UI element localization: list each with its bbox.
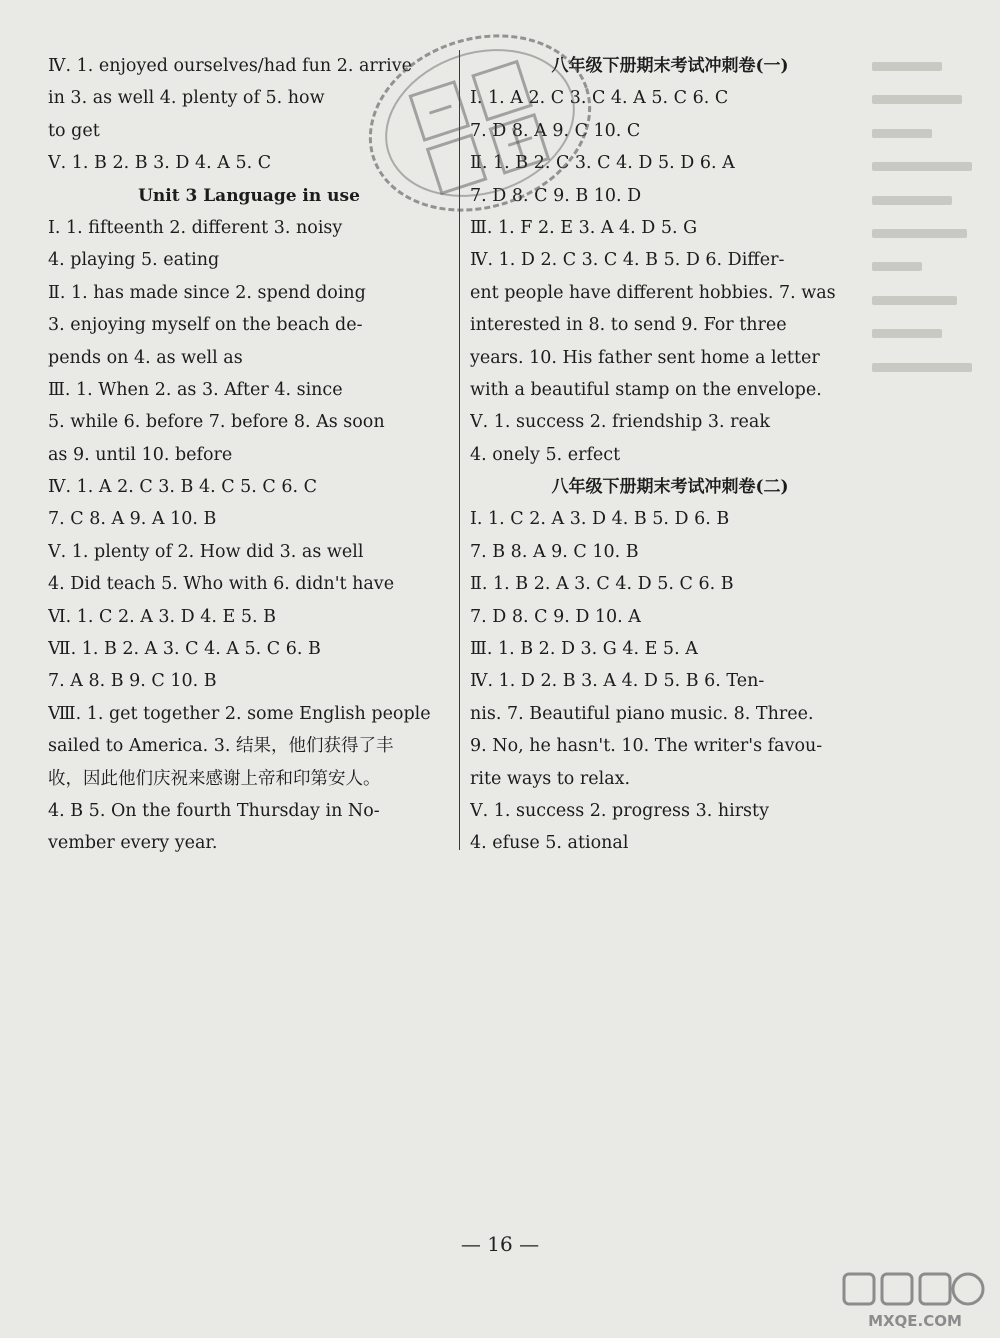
answer-line: interested in 8. to send 9. For three xyxy=(470,315,787,336)
answer-line: Ⅲ. 1. B 2. D 3. G 4. E 5. A xyxy=(470,639,698,660)
answer-line: 3. enjoying myself on the beach de- xyxy=(48,315,363,336)
site-watermark-logo xyxy=(840,1270,990,1330)
answer-line: 4. onely 5. erfect xyxy=(470,444,621,465)
column-divider xyxy=(459,50,460,850)
answer-line: 4. B 5. On the fourth Thursday in No- xyxy=(48,800,380,821)
answer-line: as 9. until 10. before xyxy=(48,444,233,465)
answer-line: Ⅱ. 1. has made since 2. spend doing xyxy=(48,282,366,303)
answer-line: pends on 4. as well as xyxy=(48,347,243,368)
answer-line: Ⅴ. 1. B 2. B 3. D 4. A 5. C xyxy=(48,153,272,174)
answer-line: Ⅳ. 1. A 2. C 3. B 4. C 5. C 6. C xyxy=(48,477,318,498)
answer-line: in 3. as well 4. plenty of 5. how xyxy=(48,88,325,109)
answer-line: 7. A 8. B 9. C 10. B xyxy=(48,671,217,692)
answer-line: Ⅱ. 1. B 2. A 3. C 4. D 5. C 6. B xyxy=(470,574,734,595)
answer-line: 7. D 8. C 9. B 10. D xyxy=(470,185,642,206)
answer-line: 5. while 6. before 7. before 8. As soon xyxy=(48,412,385,433)
answer-line: Ⅰ. 1. A 2. C 3. C 4. A 5. C 6. C xyxy=(470,88,729,109)
answer-line: 7. C 8. A 9. A 10. B xyxy=(48,509,217,530)
answer-line: Ⅳ. 1. enjoyed ourselves/had fun 2. arrive xyxy=(48,56,413,76)
answer-line: Ⅰ. 1. fifteenth 2. different 3. noisy xyxy=(48,217,343,238)
answer-line: 7. B 8. A 9. C 10. B xyxy=(470,541,639,562)
watermark-text: MXQE.COM xyxy=(868,1312,962,1330)
answer-line: rite ways to relax. xyxy=(470,768,631,789)
answer-line: Ⅰ. 1. C 2. A 3. D 4. B 5. D 6. B xyxy=(470,509,730,530)
answer-line: 4. efuse 5. ational xyxy=(470,833,629,854)
answer-line: with a beautiful stamp on the envelope. xyxy=(470,379,822,400)
answer-line: Ⅴ. 1. plenty of 2. How did 3. as well xyxy=(48,541,364,562)
answer-line: years. 10. His father sent home a letter xyxy=(470,347,820,368)
bleed-through-right-margin xyxy=(872,50,1000,1250)
left-column xyxy=(48,50,450,860)
answer-line: Ⅴ. 1. success 2. progress 3. hirsty xyxy=(470,800,769,821)
answer-line: 7. D 8. A 9. C 10. C xyxy=(470,120,641,141)
page-number: — 16 — xyxy=(460,1232,540,1256)
answer-line: Ⅶ. 1. B 2. A 3. C 4. A 5. C 6. B xyxy=(48,639,321,660)
section-heading: 八年级下册期末考试冲刺卷(一) xyxy=(551,56,789,76)
watermark-logo-icon xyxy=(840,1270,990,1312)
answer-line: Ⅲ. 1. F 2. E 3. A 4. D 5. G xyxy=(470,217,698,238)
answer-line: Ⅲ. 1. When 2. as 3. After 4. since xyxy=(48,379,343,400)
answer-line: nis. 7. Beautiful piano music. 8. Three. xyxy=(470,703,814,724)
answer-line: vember every year. xyxy=(48,833,218,854)
right-column xyxy=(470,50,870,860)
answer-line: sailed to America. 3. 结果，他们获得了丰 xyxy=(48,736,394,757)
answer-line: Ⅷ. 1. get together 2. some English people xyxy=(48,703,431,724)
section-heading: Unit 3 Language in use xyxy=(138,185,360,206)
answer-line: Ⅵ. 1. C 2. A 3. D 4. E 5. B xyxy=(48,606,276,627)
answer-line: Ⅳ. 1. D 2. C 3. C 4. B 5. D 6. Differ- xyxy=(470,250,785,271)
answer-line: 4. playing 5. eating xyxy=(48,250,220,271)
answer-line: 收，因此他们庆祝来感谢上帝和印第安人。 xyxy=(48,768,381,789)
answer-line: ent people have different hobbies. 7. was xyxy=(470,282,836,303)
answer-line: Ⅳ. 1. D 2. B 3. A 4. D 5. B 6. Ten- xyxy=(470,671,765,692)
answer-line: Ⅱ. 1. B 2. C 3. C 4. D 5. D 6. A xyxy=(470,153,735,174)
answer-line: 7. D 8. C 9. D 10. A xyxy=(470,606,641,627)
answer-line: 4. Did teach 5. Who with 6. didn't have xyxy=(48,574,395,595)
answer-line: 9. No, he hasn't. 10. The writer's favou- xyxy=(470,736,823,757)
answer-line: to get xyxy=(48,120,100,141)
section-heading: 八年级下册期末考试冲刺卷(二) xyxy=(551,477,789,498)
answer-line: Ⅴ. 1. success 2. friendship 3. reak xyxy=(470,412,770,433)
